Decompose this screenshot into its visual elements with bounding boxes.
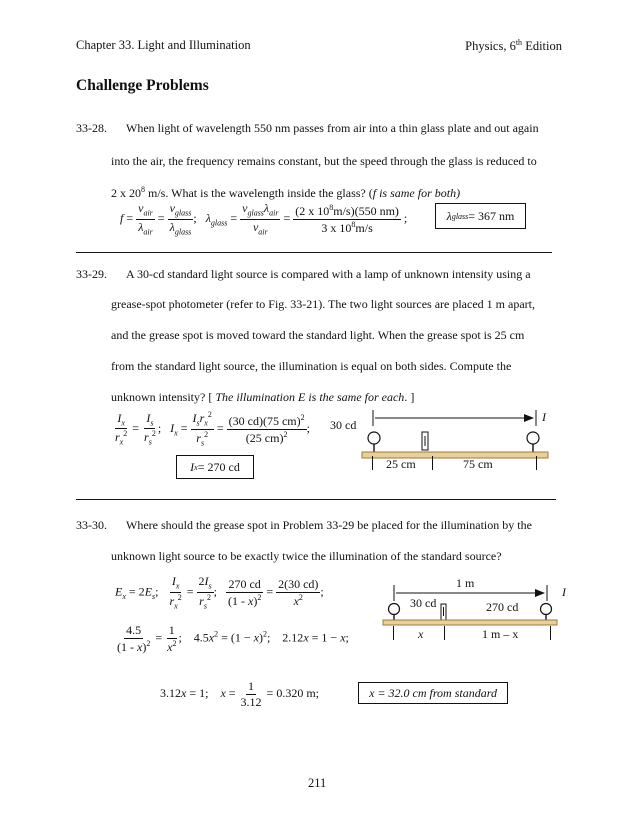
- p29-fig-d2: 75 cm: [463, 457, 493, 471]
- p28-line3: [111, 186, 460, 199]
- p29-answer-sub: x: [194, 462, 198, 472]
- p30-answer-a: x = 32.0 cm: [369, 685, 427, 700]
- p29-dim-tick-2: [432, 456, 433, 470]
- p30-equation-1: $E_x = 2E_s$; $\frac{I_x}{r_x^2}$ = $\frac{2I_s}{r_s^2}$ ; $\frac{270 cd}{(1 - x)^2}$ = $\frac{2(30 cd)}{x^2}$ ;: [115, 574, 324, 611]
- p29-line2: grease-spot photometer (refer to Fig. 33-21). The two light sources are placed 1 m apart,: [111, 297, 535, 311]
- p30-number: 33-30.: [76, 518, 107, 532]
- p30-line2: unknown light source to be exactly twice the illumination of the standard source?: [111, 549, 502, 563]
- p30-fig-d2: 1 m – x: [482, 627, 519, 641]
- p30-dim-tick-2: [444, 626, 445, 640]
- p30-standard-lamp: [389, 604, 400, 615]
- p30-fig-right-label: 270 cd: [486, 600, 519, 614]
- p30-answer-b: from standard: [429, 685, 497, 700]
- p29-unknown-lamp: [527, 432, 539, 444]
- p29-answer-value: = 270 cd: [197, 459, 240, 474]
- header-book-text: Physics, 6: [465, 39, 516, 54]
- p30-answer-box: [358, 682, 508, 704]
- p28-line3c: f is same for both): [372, 186, 461, 200]
- section-title: Challenge Problems: [76, 77, 209, 94]
- p30-fig-right-letter: I: [562, 585, 566, 599]
- p30-optical-bench: [383, 620, 557, 625]
- header-book-end: Edition: [522, 39, 562, 54]
- p29-line1: A 30-cd standard light source is compared with a lamp of unknown intensity using a: [126, 267, 531, 281]
- p28-number: 33-28.: [76, 121, 107, 135]
- p29-line5b: The illumination E is the same for each: [215, 390, 405, 404]
- p29-fig-left-label: 30 cd: [330, 418, 357, 432]
- p29-line5c: . ]: [404, 390, 415, 404]
- divider-1: [76, 252, 552, 253]
- p29-number: 33-29.: [76, 267, 107, 281]
- p28-line2: into the air, the frequency remains constant, but the speed through the glass is reduced to: [111, 154, 537, 168]
- p30-arrow-head: [535, 589, 545, 597]
- p29-fig-d1: 25 cm: [386, 457, 416, 471]
- p28-equation: f = $\frac{v_{air}}{\lambda_{air}}$ = $\frac{v_{glass}}{\lambda_{glass}}$ ; $\lambda_{glass}$ = $\frac{v_{glass}\lambda_{air}}{v_{air}}$ = $\frac{(2 x 10^8m/s)(550 nm)}{3 x 10^8m/s}$ ;: [120, 201, 408, 237]
- header-chapter: Chapter 33. Light and Illumination: [76, 38, 251, 52]
- p30-dim-tick-3: [550, 626, 551, 640]
- page-number: 211: [308, 776, 327, 790]
- p29-fig-right-label: I: [542, 410, 546, 424]
- p28-answer-sub: glass: [451, 211, 469, 221]
- p30-unknown-lamp: [541, 604, 552, 615]
- p30-line1: Where should the grease spot in Problem 33-29 be placed for the illumination by the: [126, 518, 532, 532]
- p28-answer-lambda: λ: [446, 208, 452, 223]
- p28-line3sup: 8: [141, 185, 145, 194]
- p30-equation-2: $\frac{4.5}{(1 - x)^2}$ = $\frac{1}{x^2}$ ; $4.5x^2 = (1 - x)^2$; 2.12x = 1 − x;: [117, 623, 349, 654]
- p30-photometer-figure: [380, 583, 560, 633]
- p29-dim-tick-3: [536, 456, 537, 470]
- p30-fig-top-label: 1 m: [456, 576, 475, 590]
- p29-standard-lamp: [368, 432, 380, 444]
- header-book-sup: th: [515, 38, 523, 47]
- p30-equation-3: 3.12x = 1; x = $\frac{1}{3.12}$ = 0.320 m;: [160, 679, 319, 709]
- p28-answer-box: [435, 203, 526, 229]
- p29-answer-box: [176, 455, 254, 479]
- p29-dim-tick-1: [372, 456, 373, 470]
- p29-line5a: unknown intensity? [: [111, 390, 216, 404]
- p28-line3b: m/s. What is the wavelength inside the glass? (: [145, 186, 373, 200]
- p30-fig-d1: x: [418, 627, 424, 641]
- p29-photometer-figure: [355, 406, 555, 474]
- header-book: [465, 38, 562, 54]
- p28-answer-value: = 367 nm: [468, 208, 515, 223]
- p28-line3a: 2 x 20: [111, 186, 141, 200]
- p30-dim-tick-1: [393, 626, 394, 640]
- p29-arrow-head: [524, 414, 534, 422]
- p29-equation: $\frac{I_x}{r_x^2}$ = $\frac{I_s}{r_s^2}$ ; $I_x$ = $\frac{I_sr_x^2}{r_s^2}$ = $\frac{(30 cd)(75 cm)^2}{(25 cm)^2}$ ;: [115, 410, 310, 448]
- p30-fig-left-label: 30 cd: [410, 596, 437, 610]
- p28-line1: When light of wavelength 550 nm passes from air into a thin glass plate and out again: [126, 121, 539, 135]
- p29-line5: [111, 391, 414, 403]
- p29-line3: and the grease spot is moved toward the standard light. When the grease spot is 25 cm: [111, 328, 525, 342]
- p29-answer-i: I: [190, 459, 195, 474]
- divider-2: [76, 499, 556, 500]
- p29-line4: from the standard light source, the illumination is equal on both sides. Compute the: [111, 359, 512, 373]
